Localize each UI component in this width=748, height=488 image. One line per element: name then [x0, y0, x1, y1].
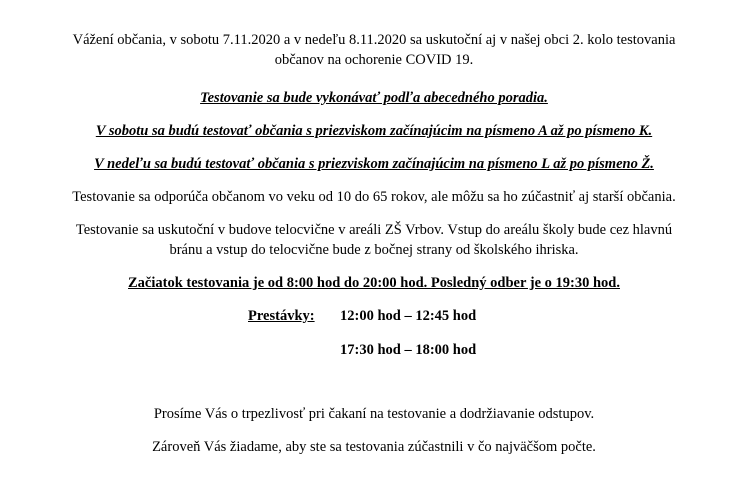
breaks-label: Prestávky: — [248, 308, 315, 324]
intro-line-2: občanov na ochorenie COVID 19. — [274, 52, 474, 68]
location-paragraph — [20, 220, 728, 260]
age-recommendation: Testovanie sa odporúča občanom vo veku od 10 do 65 rokov, ale môžu sa ho zúčastniť aj starší občania. — [72, 189, 676, 205]
location-line-2: bránu a vstup do telocvične bude z bočnej strany od školského ihriska. — [169, 242, 579, 258]
break-time-1: 12:00 hod – 12:45 hod — [340, 308, 477, 324]
break-time-2: 17:30 hod – 18:00 hod — [340, 342, 477, 358]
participation-request: Zároveň Vás žiadame, aby ste sa testovania zúčastnili v čo najväčšom počte. — [152, 439, 596, 455]
intro-paragraph — [20, 30, 728, 70]
intro-line-1: Vážení občania, v sobotu 7.11.2020 a v nedeľu 8.11.2020 sa uskutoční aj v našej obci 2. kolo testovania — [72, 32, 676, 48]
location-line-1: Testovanie sa uskutoční v budove telocvične v areáli ZŠ Vrbov. Vstup do areálu školy bude cez hlavnú — [75, 222, 673, 238]
sunday-rule: V nedeľu sa budú testovať občania s priezviskom začínajúcim na písmeno L až po písmeno Ž. — [94, 156, 654, 172]
testing-hours: Začiatok testovania je od 8:00 hod do 20:00 hod. Posledný odber je o 19:30 hod. — [128, 275, 620, 291]
patience-request: Prosíme Vás o trpezlivosť pri čakaní na testovanie a dodržiavanie odstupov. — [153, 406, 595, 422]
order-rule: Testovanie sa bude vykonávať podľa abecedného poradia. — [200, 90, 548, 106]
saturday-rule: V sobotu sa budú testovať občania s priezviskom začínajúcim na písmeno A až po písmeno K. — [95, 123, 653, 139]
